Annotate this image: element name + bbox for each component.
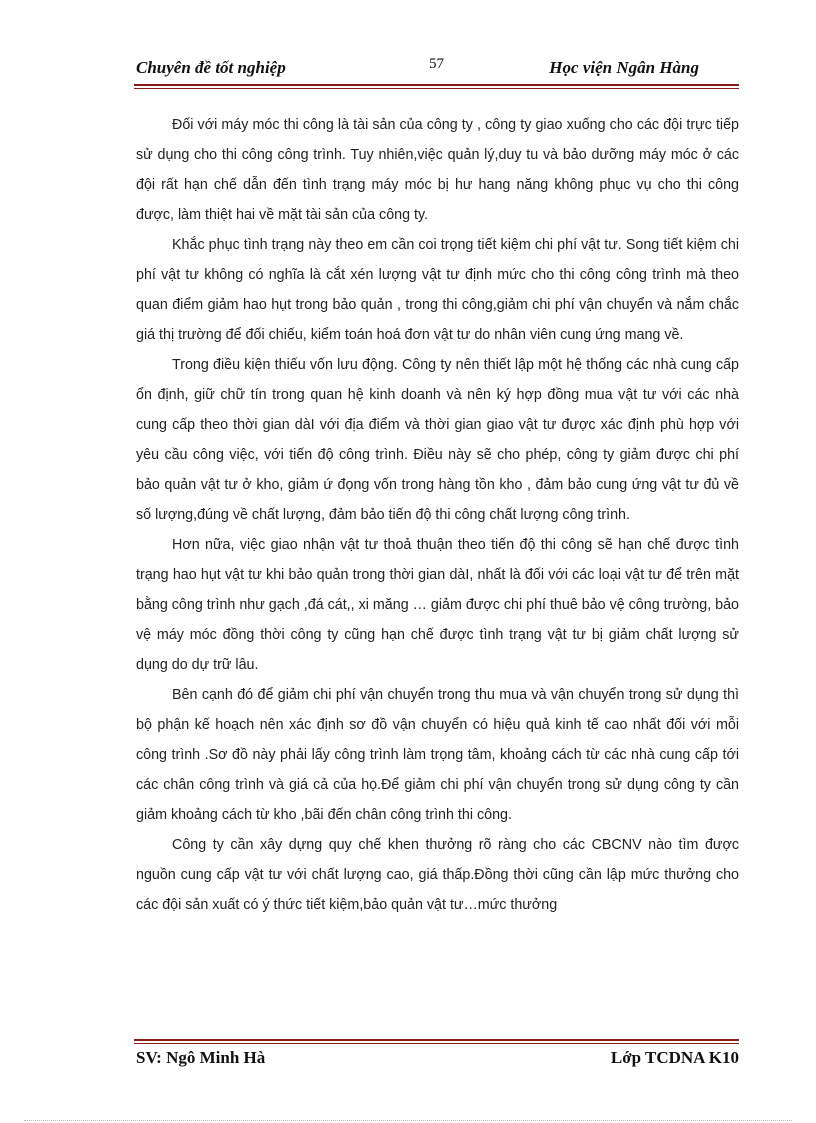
page-footer: [136, 1048, 739, 1072]
paragraph: Bên cạnh đó để giảm chi phí vận chuyển trong thu mua và vận chuyển trong sử dụng thì bộ phận kế hoạch nên xác định sơ đồ vận chuyển có hiệu quả kinh tế cao nhất đối với mỗi công trình .Sơ đồ này phải lấy công trình làm trọng tâm, khoảng cách từ các nhà cung cấp tới các chân công trình và giá cả của họ.Để giảm chi phí vận chuyển trong sử dụng công ty cần giảm khoảng cách từ kho ,bãi đến chân công trình thi công.: [136, 687, 739, 823]
paragraph: Đối với máy móc thi công là tài sản của công ty , công ty giao xuống cho các đội trực tiếp sử dụng cho thi công công trình. Tuy nhiên,việc quản lý,duy tu và bảo dưỡng máy móc ở các đội rất hạn chế dẫn đến tình trạng máy móc bị hư hang năng không phục vụ cho thi công được, làm thiệt hai về mặt tài sản của công ty.: [136, 117, 739, 223]
page-number: 57: [429, 56, 444, 72]
footer-class: Lớp TCDNA K10: [610, 1048, 739, 1067]
paragraph: Khắc phục tình trạng này theo em cần coi trọng tiết kiệm chi phí vật tư. Song tiết kiệm chi phí vật tư không có nghĩa là cắt xén lượng vật tư định mức cho thi công công trình mà theo quan điểm giảm hao hụt trong bảo quản , trong thi công,giảm chi phí vận chuyển và nắm chắc giá thị trường để đối chiếu, kiểm toán hoá đơn vật tư do nhân viên cung ứng mang về.: [136, 237, 739, 343]
footer-rule-thin: [134, 1043, 739, 1044]
paragraph: Công ty cần xây dựng quy chế khen thưởng rõ ràng cho các CBCNV nào tìm được nguồn cung cấp vật tư với chất lượng cao, giá thấp.Đồng thời cũng cần lập mức thưởng cho các đội sản xuất có ý thức tiết kiệm,bảo quản vật tư…mức thưởng: [136, 837, 739, 913]
paragraph: Hơn nữa, việc giao nhận vật tư thoả thuận theo tiến độ thi công sẽ hạn chế được tình trạng hao hụt vật tư khi bảo quản trong thời gian dàI, nhất là đối với các loại vật tư để trên mặt bằng công trình như gạch ,đá cát,, xi măng … giảm được chi phí thuê bảo vệ công trường, bảo vệ máy móc đồng thời công ty cũng hạn chế được tình trạng vật tư bị giảm chất lượng sử dụng do dự trữ lâu.: [136, 537, 740, 673]
body-text: [136, 110, 739, 920]
header-title: Chuyên đề tốt nghiệp: [136, 58, 286, 77]
footer-rule-thick: [134, 1039, 739, 1041]
page-edge-divider: [24, 1120, 792, 1121]
page-header: [136, 56, 739, 80]
paragraph: Trong điều kiện thiếu vốn lưu động. Công ty nên thiết lập một hệ thống các nhà cung cấp ổn định, giữ chữ tín trong quan hệ kinh doanh và nên ký hợp đồng mua vật tư với các nhà cung cấp theo thời gian dàI với địa điểm và thời gian giao vật tư được xác định phù hợp với yêu cầu công việc, với tiến độ công trình. Điều này sẽ cho phép, công ty giảm được chi phí bảo quản vật tư ở kho, giảm ứ đọng vốn trong hàng tồn kho , đảm bảo cung ứng vật tư đủ về số lượng,đúng về chất lượng, đảm bảo tiến độ thi công chất lượng công trình.: [136, 357, 739, 523]
footer-student: SV: Ngô Minh Hà: [136, 1048, 266, 1067]
header-institution: Học viện Ngân Hàng: [549, 58, 699, 77]
header-rule-thin: [134, 88, 739, 89]
header-rule-thick: [134, 84, 739, 86]
